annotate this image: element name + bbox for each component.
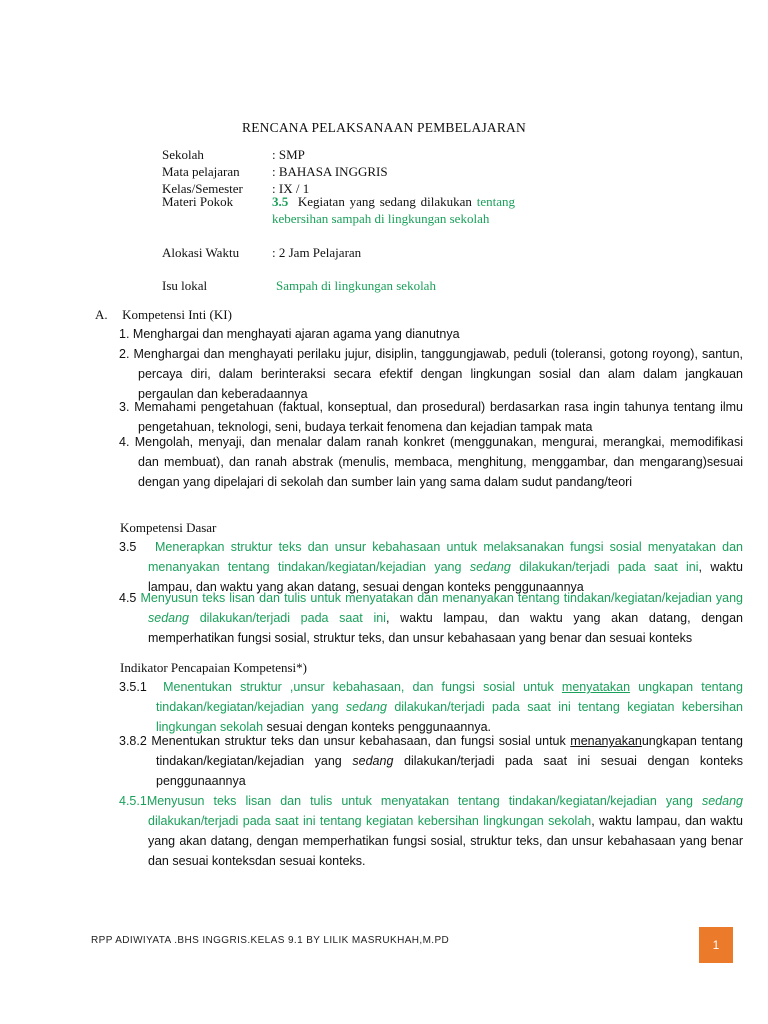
ki-heading	[95, 307, 232, 323]
kd-green-text: Menerapkan struktur teks dan unsur kebahasaan untuk melaksanakan fungsi sosial menyatakan dan menanyakan tentang tindakan/kegiatan/kejadian yang	[148, 540, 743, 574]
ipk-item-3	[119, 791, 743, 871]
ipk-number: 3.8.2	[119, 734, 147, 748]
ipk-text: Menentukan struktur teks dan unsur kebahasaan, dan fungsi sosial untuk	[151, 734, 566, 748]
meta-value: Sampah di lingkungan sekolah	[276, 278, 436, 293]
ipk-item-1	[119, 677, 743, 737]
ki-text: Menghargai dan menghayati ajaran agama yang dianutnya	[132, 327, 460, 341]
ipk-green-text-2: ungkapan tentang tindakan/kegiatan/kejadian yang	[156, 680, 743, 714]
ki-item-1	[119, 324, 743, 344]
kd-black-text: , waktu lampau, dan waktu yang akan datang, dengan memperhatikan fungsi sosial, struktur teks, dan unsur kebahasaan yang benar dan sesuai konteks	[148, 611, 743, 645]
ipk-number: 4.5.1	[119, 794, 147, 808]
ipk-number: 3.5.1	[119, 680, 147, 694]
footer-text: RPP ADIWIYATA .BHS INGGRIS.KELAS 9.1 BY LILIK MASRUKHAH,M.PD	[91, 935, 450, 946]
ipk-green-text-2: dilakukan/terjadi pada saat ini tentang kegiatan kebersihan lingkungan sekolah	[148, 814, 592, 828]
ipk-underlined: menyatakan	[561, 680, 631, 694]
ki-text: Memahami pengetahuan (faktual, konseptual, dan prosedural) berdasarkan rasa ingin tahunya tentang ilmu pengetahuan, teknologi, seni, budaya terkait fenomena dan kejadian tampak mata	[134, 400, 743, 434]
ki-text: Menghargai dan menghayati perilaku jujur, disiplin, tanggungjawab, peduli (toleransi, gotong royong), santun, percaya diri, dalam berinteraksi secara efektif dengan lingkungan sosial dan alam dalam jangkauan pergaulan dan keberadaannya	[133, 347, 743, 401]
ki-number: 4.	[119, 435, 130, 449]
meta-label: Mata pelajaran	[162, 164, 240, 179]
ki-text: Mengolah, menyaji, dan menalar dalam ranah konkret (menggunakan, mengurai, merangkai, memodifikasi dan membuat), dan ranah abstrak (menulis, membaca, menghitung, menggambar, dan mengarang)sesuai dengan yang dipelajari di sekolah dan sumber lain yang sama dalam sudut pandang/teori	[134, 435, 743, 489]
page-number: 1	[699, 927, 733, 963]
materi-text-2: tentang kebersihan sampah di lingkungan sekolah	[272, 194, 515, 226]
meta-value: : IX / 1	[272, 181, 310, 196]
ki-number: 2.	[119, 347, 130, 361]
kd-number: 4.5	[119, 591, 137, 605]
ipk-italic: sedang	[701, 794, 743, 808]
ipk-text-2: ungkapan tentang tindakan/kegiatan/kejadian yang	[156, 734, 743, 768]
ipk-text-3: dilakukan/terjadi pada saat ini sesuai dengan konteks penggunaannya	[156, 754, 743, 788]
section-marker: A.	[95, 307, 108, 322]
meta-label: Isu lokal	[162, 278, 208, 293]
materi-number: 3.5	[272, 194, 289, 209]
ipk-green-text: Menentukan struktur ,unsur kebahasaan, dan fungsi sosial untuk	[163, 680, 554, 694]
ipk-heading: Indikator Pencapaian Kompetensi*)	[120, 660, 307, 675]
section-title: Kompetensi Inti (KI)	[122, 307, 232, 322]
ki-item-4	[119, 432, 743, 492]
ipk-green-text: Menyusun teks lisan dan tulis untuk menyatakan tentang tindakan/kegiatan/kejadian yang	[146, 794, 693, 808]
ki-item-3	[119, 397, 743, 437]
meta-value: : BAHASA INGGRIS	[272, 164, 388, 179]
kd-italic: sedang	[148, 611, 190, 625]
kd-green-text-2: dilakukan/terjadi pada saat ini	[199, 611, 386, 625]
meta-materi-value	[272, 193, 515, 227]
meta-label: Alokasi Waktu	[162, 245, 240, 260]
kd-black-text: , waktu lampau, dan waktu yang akan datang, sesuai dengan konteks penggunaannya	[148, 560, 743, 594]
kd-number: 3.5	[119, 540, 137, 554]
kd-green-text-2: dilakukan/terjadi pada saat ini	[519, 560, 699, 574]
ki-number: 1.	[119, 327, 130, 341]
ipk-green-text-3: dilakukan/terjadi pada saat ini tentang kegiatan kebersihan lingkungan sekolah	[156, 700, 743, 734]
kd-item-2	[119, 588, 743, 648]
meta-label: Kelas/Semester	[162, 181, 243, 196]
meta-value: : 2 Jam Pelajaran	[272, 245, 362, 260]
kd-heading: Kompetensi Dasar	[120, 520, 217, 535]
ipk-underlined: menanyakan	[570, 734, 642, 748]
meta-value: : SMP	[272, 147, 305, 162]
materi-text-1: Kegiatan yang sedang dilakukan	[297, 194, 472, 209]
kd-green-text: Menyusun teks lisan dan tulis untuk menyatakan dan menanyakan tentang tindakan/kegiatan/kejadian yang	[140, 591, 743, 605]
ipk-black-text: sesuai dengan konteks penggunaannya.	[266, 720, 492, 734]
meta-label: Sekolah	[162, 147, 204, 162]
ki-item-2	[119, 344, 743, 404]
kd-italic: sedang	[469, 560, 511, 574]
ipk-item-2	[119, 731, 743, 791]
ki-number: 3.	[119, 400, 130, 414]
ipk-italic: sedang	[352, 754, 394, 768]
meta-label: Materi Pokok	[162, 194, 234, 209]
ipk-black-text: , waktu lampau, dan waktu yang akan datang, dengan memperhatikan fungsi sosial, struktur teks, dan unsur kebahasaan yang benar dan sesuai konteksdan sesuai konteks.	[148, 814, 743, 868]
ipk-italic: sedang	[345, 700, 387, 714]
document-title: RENCANA PELAKSANAAN PEMBELAJARAN	[242, 120, 526, 135]
